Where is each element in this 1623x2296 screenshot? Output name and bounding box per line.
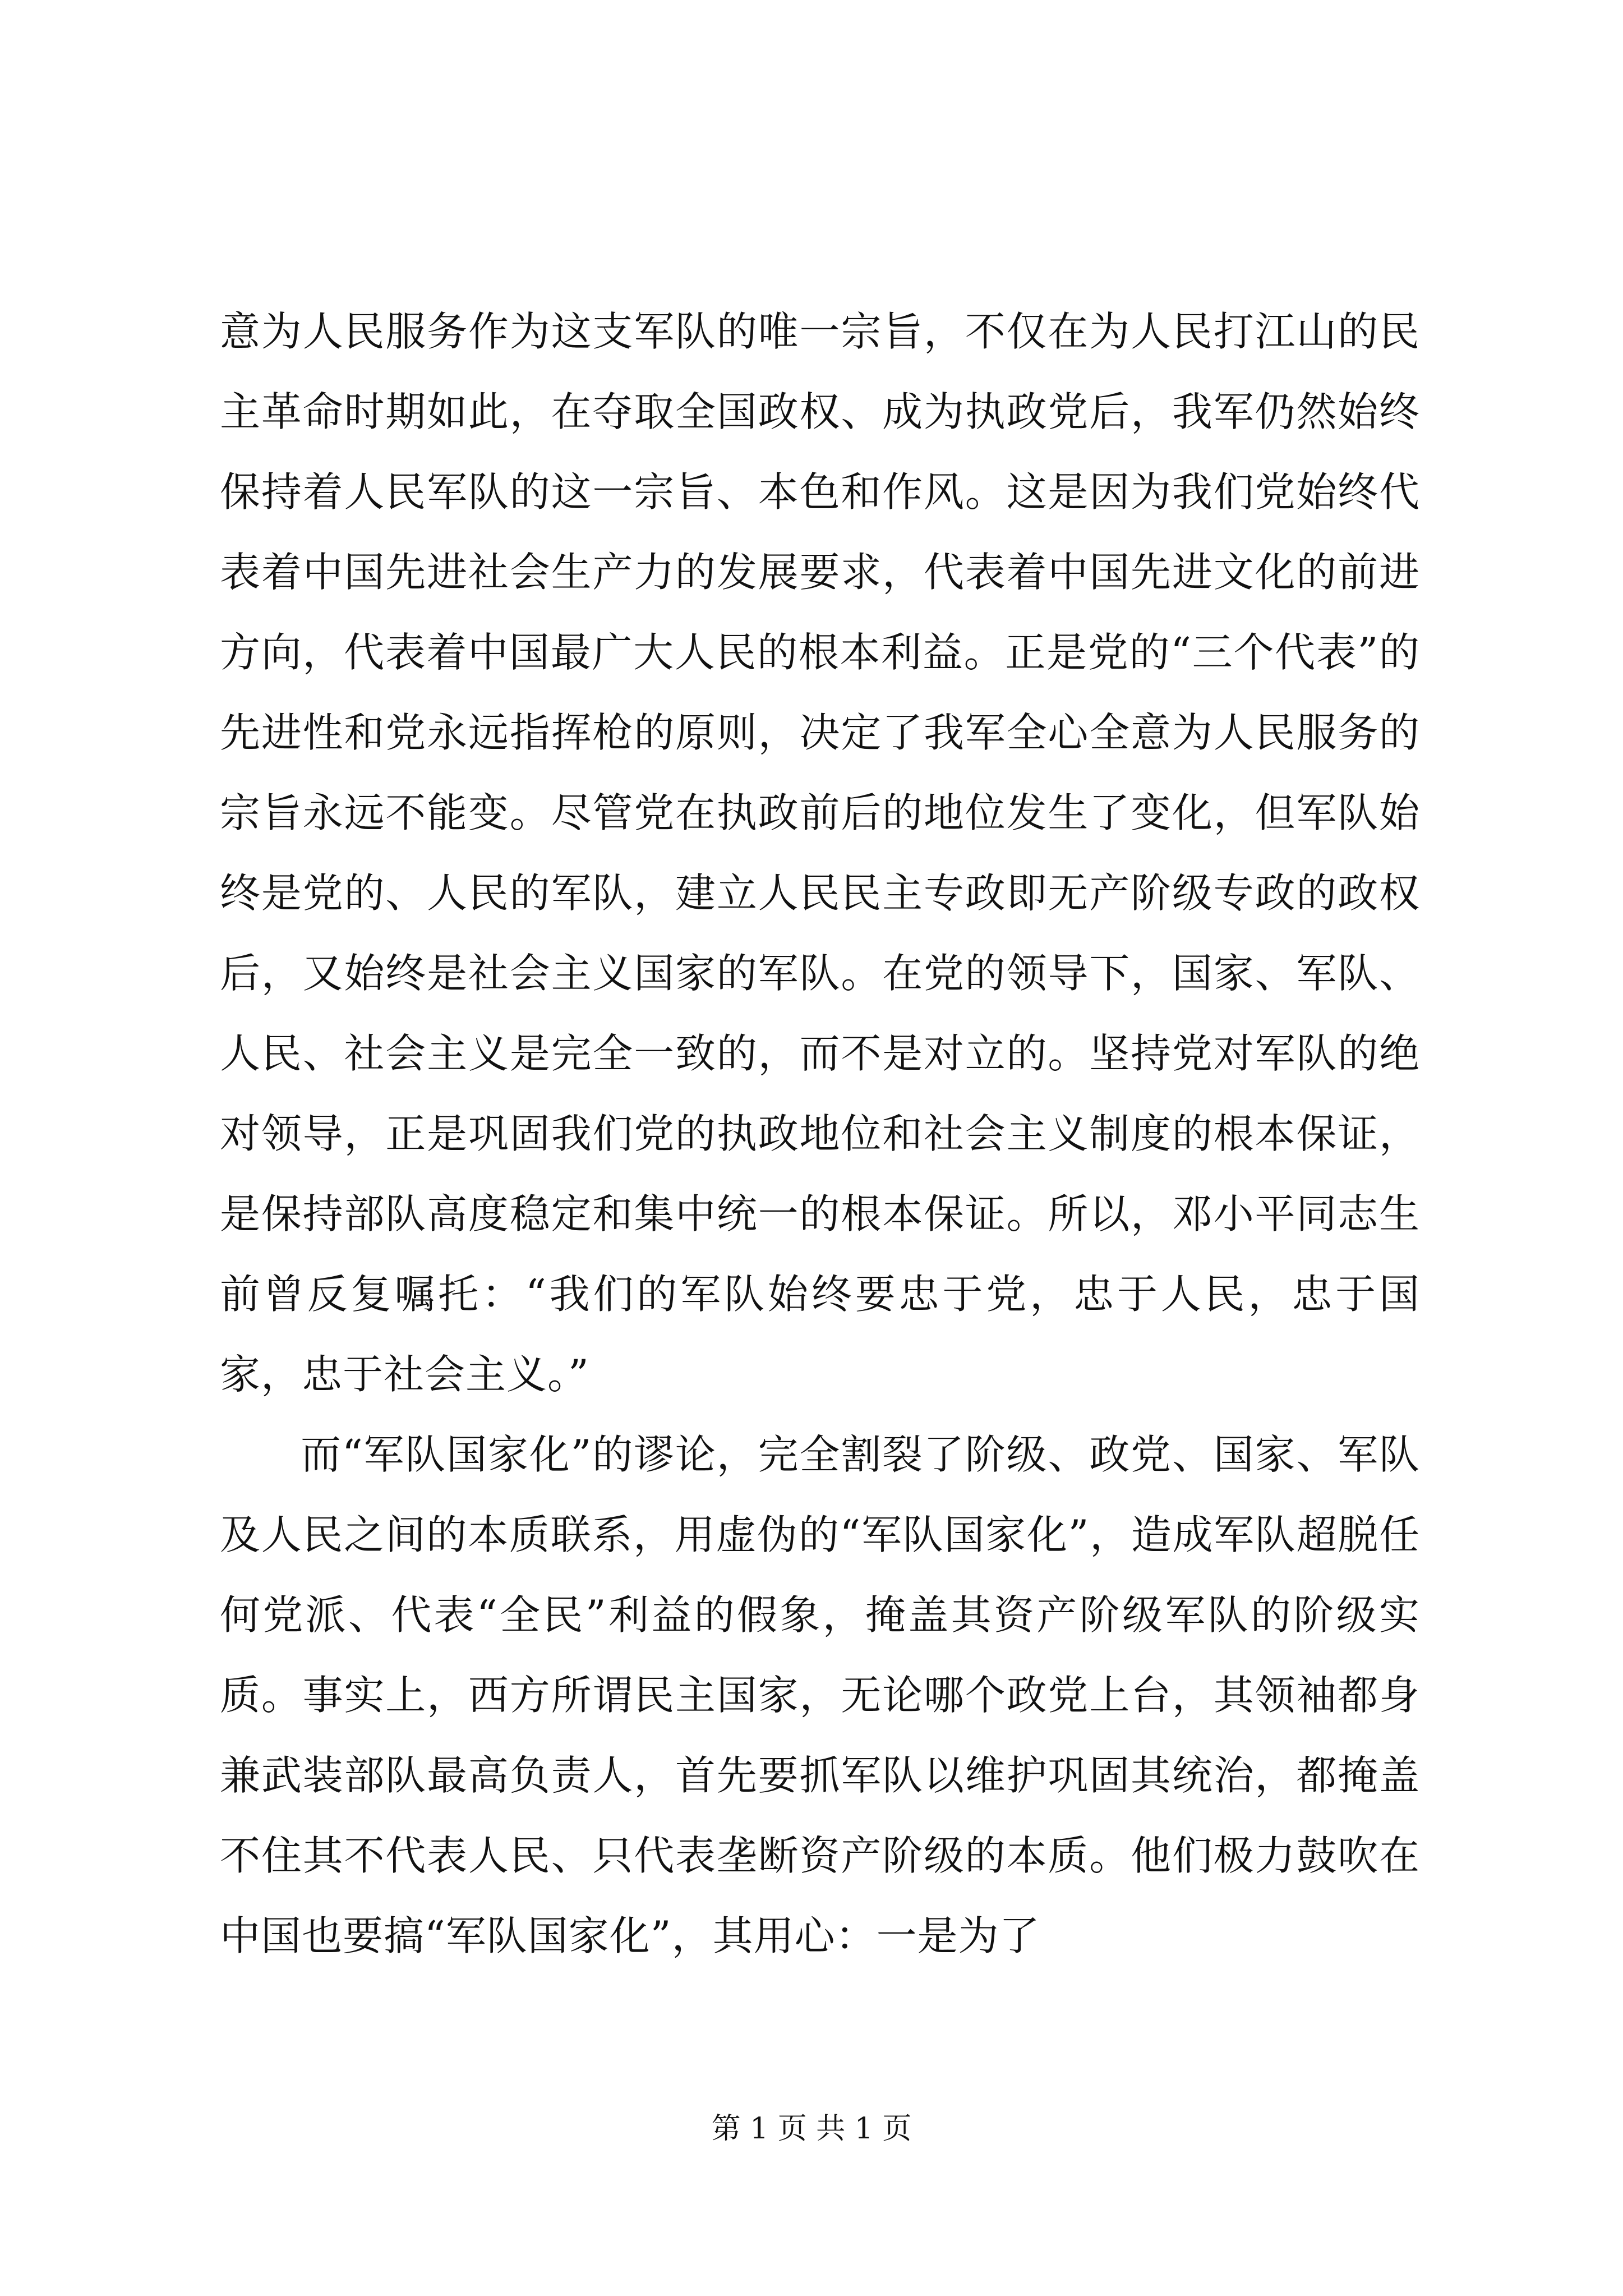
document-body — [220, 292, 1420, 1976]
page-footer: 第 1 页 共 1 页 — [711, 2112, 912, 2146]
paragraph-1: 意为人民服务作为这支军队的唯一宗旨，不仅在为人民打江山的民主革命时期如此，在夺取全国政权、成为执政党后，我军仍然始终保持着人民军队的这一宗旨、本色和作风。这是因为我们党始终代表着中国先进社会生产力的发展要求，代表着中国先进文化的前进方向，代表着中国最广大人民的根本利益。正是党的“三个代表”的先进性和党永远指挥枪的原则，决定了我军全心全意为人民服务的宗旨永远不能变。尽管党在执政前后的地位发生了变化，但军队始终是党的、人民的军队，建立人民民主专政即无产阶级专政的政权后，又始终是社会主义国家的军队。在党的领导下，国家、军队、人民、社会主义是完全一致的，而不是对立的。坚持党对军队的绝对领导，正是巩固我们党的执政地位和社会主义制度的根本保证，是保持部队高度稳定和集中统一的根本保证。所以，邓小平同志生前曾反复嘱托：“我们的军队始终要忠于党，忠于人民，忠于国家，忠于社会主义。” — [220, 308, 1420, 1398]
paragraph-2: 而“军队国家化”的谬论，完全割裂了阶级、政党、国家、军队及人民之间的本质联系，用虚伪的“军队国家化”，造成军队超脱任何党派、代表“全民”利益的假象，掩盖其资产阶级军队的阶级实质。事实上，西方所谓民主国家，无论哪个政党上台，其领袖都身兼武装部队最高负责人，首先要抓军队以维护巩固其统治，都掩盖不住其不代表人民、只代表垄断资产阶级的本质。他们极力鼓吹在中国也要搞“军队国家化”，其用心：一是为了 — [220, 1431, 1420, 1959]
